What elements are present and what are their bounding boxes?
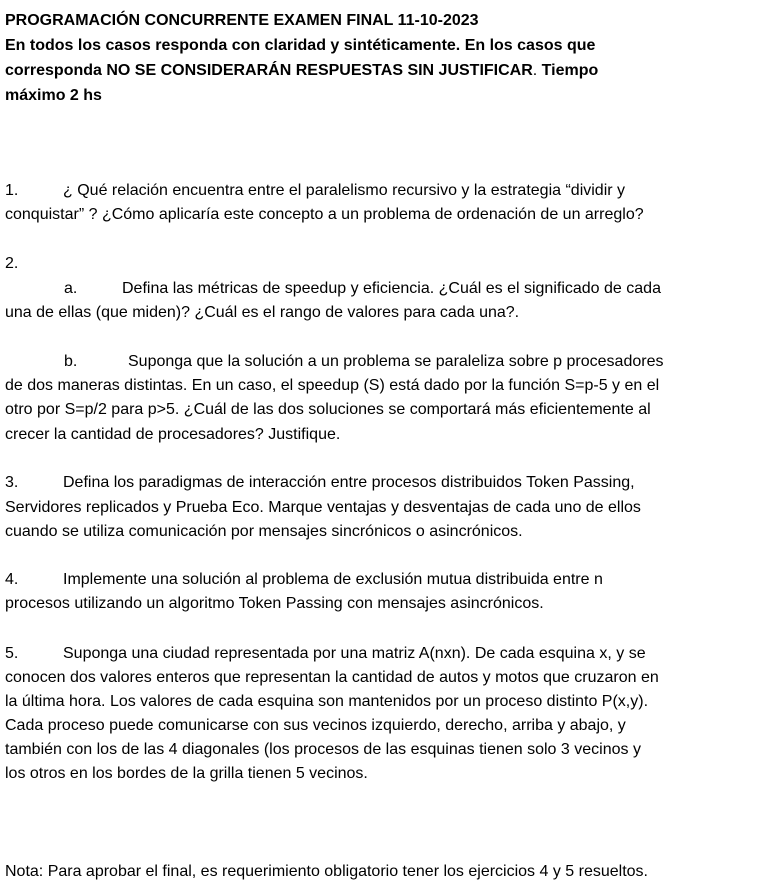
question-5-text: Suponga una ciudad representada por una matriz A(nxn). De cada esquina x, y se (63, 645, 646, 662)
question-2b-label: b. (64, 353, 78, 370)
question-2a-line-1 (64, 277, 661, 301)
question-1-number: 1. (5, 182, 19, 199)
question-5-line-2: conocen dos valores enteros que representan la cantidad de autos y motos que cruzaron en (5, 669, 659, 686)
question-2a-text: Defina las métricas de speedup y eficiencia. ¿Cuál es el significado de cada (122, 280, 661, 297)
exam-title: PROGRAMACIÓN CONCURRENTE EXAMEN FINAL 11-10-2023 (5, 12, 479, 29)
question-3-text: Defina los paradigmas de interacción entre procesos distribuidos Token Passing, (63, 474, 635, 491)
question-5-number: 5. (5, 645, 19, 662)
question-2b-text: Suponga que la solución a un problema se paraleliza sobre p procesadores (128, 353, 664, 370)
instructions-line-3: máximo 2 hs (5, 87, 102, 104)
footer-note: Nota: Para aprobar el final, es requerimiento obligatorio tener los ejercicios 4 y 5 resueltos. (5, 863, 648, 880)
question-1-text: ¿ Qué relación encuentra entre el paralelismo recursivo y la estrategia “dividir y (63, 182, 626, 199)
question-2b-line-1 (64, 350, 663, 374)
question-3-line-1 (5, 471, 635, 495)
question-5-line-5: también con los de las 4 diagonales (los procesos de las esquinas tienen solo 3 vecinos y (5, 741, 641, 758)
question-5-line-6: los otros en los bordes de la grilla tienen 5 vecinos. (5, 765, 368, 782)
question-4-number: 4. (5, 571, 19, 588)
question-2a-label: a. (64, 280, 78, 297)
question-4-text: Implemente una solución al problema de exclusión mutua distribuida entre n (63, 571, 603, 588)
question-5-line-4: Cada proceso puede comunicarse con sus vecinos izquierdo, derecho, arriba y abajo, y (5, 717, 626, 734)
question-1-line-1 (5, 179, 625, 203)
instructions-period: . (532, 62, 538, 79)
instructions-line-2 (5, 59, 598, 83)
instructions-emphasis: NO SE CONSIDERARÁN RESPUESTAS SIN JUSTIFICAR (106, 62, 533, 79)
question-2b-line-3: otro por S=p/2 para p>5. ¿Cuál de las dos soluciones se comportará más eficientemente al (5, 401, 651, 418)
instructions-text: corresponda (5, 62, 107, 79)
question-2b-line-2: de dos maneras distintas. En un caso, el speedup (S) está dado por la función S=p-5 y en el (5, 377, 660, 394)
instructions-text-tail: Tiempo (537, 62, 599, 79)
question-3-number: 3. (5, 474, 19, 491)
question-4-line-1 (5, 568, 603, 592)
question-2-number: 2. (5, 255, 19, 272)
question-3-line-3: cuando se utiliza comunicación por mensajes sincrónicos o asincrónicos. (5, 523, 523, 540)
question-2a-line-2: una de ellas (que miden)? ¿Cuál es el rango de valores para cada una?. (5, 304, 520, 321)
question-2b-line-4: crecer la cantidad de procesadores? Justifique. (5, 426, 341, 443)
question-3-line-2: Servidores replicados y Prueba Eco. Marque ventajas y desventajas de cada uno de ellos (5, 499, 641, 516)
question-1-line-2: conquistar” ? ¿Cómo aplicaría este concepto a un problema de ordenación de un arreglo? (5, 206, 644, 223)
question-5-line-3: la última hora. Los valores de cada esquina son mantenidos por un proceso distinto P(x,y). (5, 693, 649, 710)
instructions-line-1: En todos los casos responda con claridad y sintéticamente. En los casos que (5, 37, 596, 54)
question-4-line-2: procesos utilizando un algoritmo Token Passing con mensajes asincrónicos. (5, 595, 544, 612)
question-5-line-1 (5, 642, 646, 666)
